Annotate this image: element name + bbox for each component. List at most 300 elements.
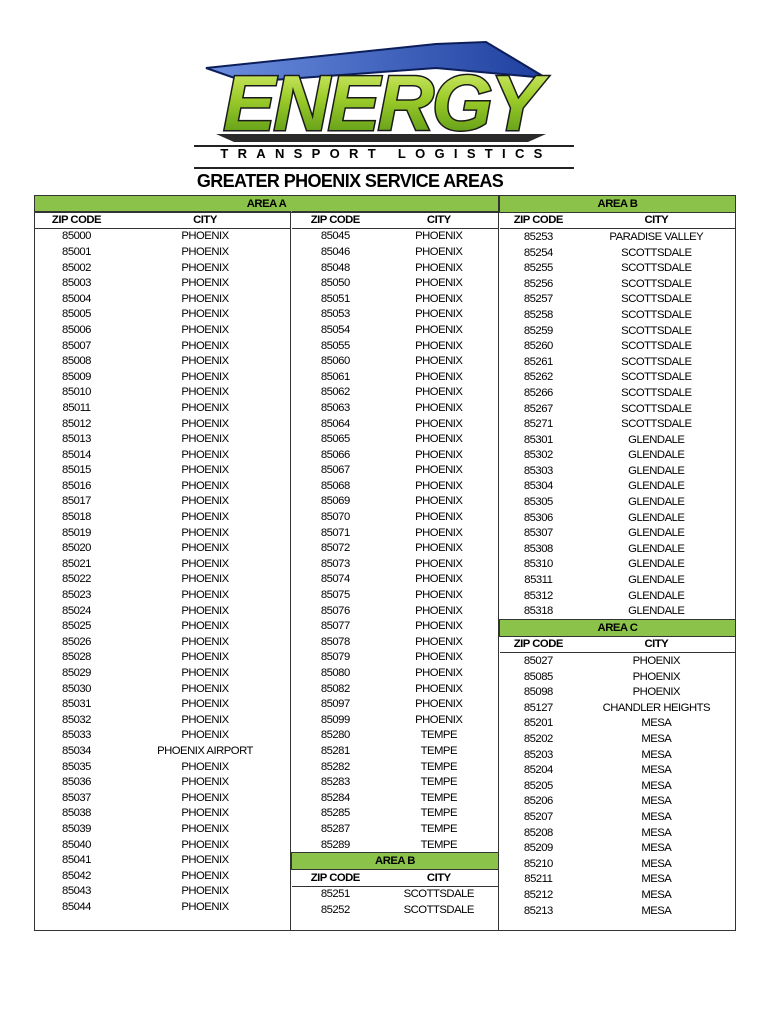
city-cell: SCOTTSDALE bbox=[621, 324, 692, 337]
logo-tagline: TRANSPORT LOGISTICS bbox=[220, 146, 552, 161]
zip-code-cell: 85209 bbox=[523, 842, 553, 855]
zip-code-cell: 85207 bbox=[523, 810, 553, 823]
city-cell: PHOENIX bbox=[415, 230, 463, 243]
city-cell: PHOENIX bbox=[181, 479, 229, 492]
zip-code-cell: 85078 bbox=[320, 635, 350, 648]
table-row bbox=[34, 228, 291, 244]
city-cell: PHOENIX bbox=[181, 822, 229, 835]
zip-code-cell: 85280 bbox=[320, 729, 350, 742]
zip-code-cell: 85205 bbox=[523, 779, 553, 792]
city-cell: GLENDALE bbox=[628, 605, 685, 618]
city-cell: PHOENIX bbox=[181, 245, 229, 258]
zip-code-cell: 85304 bbox=[523, 480, 553, 493]
city-cell: MESA bbox=[641, 857, 672, 870]
table-row bbox=[292, 618, 499, 634]
zip-code-cell: 85014 bbox=[62, 448, 91, 461]
zip-code-cell: 85008 bbox=[62, 355, 91, 368]
zip-code-cell: 85303 bbox=[523, 464, 553, 477]
zip-code-cell: 85062 bbox=[320, 386, 350, 399]
area-a-left-table bbox=[34, 211, 291, 915]
city-cell: PHOENIX bbox=[415, 713, 463, 726]
table-row bbox=[34, 509, 291, 525]
table-row bbox=[34, 852, 291, 868]
city-header: CITY bbox=[379, 869, 498, 886]
city-cell: PHOENIX bbox=[181, 464, 229, 477]
table-row bbox=[34, 868, 291, 884]
zip-code-cell: 85266 bbox=[523, 386, 553, 399]
table-row bbox=[34, 338, 291, 354]
zip-code-cell: 85312 bbox=[523, 589, 553, 602]
table-row bbox=[500, 354, 736, 370]
zip-code-cell: 85260 bbox=[523, 340, 553, 353]
city-cell: PHOENIX bbox=[415, 245, 463, 258]
zip-code-cell: 85254 bbox=[523, 246, 553, 259]
table-row bbox=[500, 572, 736, 588]
table-row bbox=[292, 681, 499, 697]
city-cell: PHOENIX bbox=[181, 885, 229, 898]
table-row bbox=[292, 712, 499, 728]
table-row bbox=[500, 416, 736, 432]
area-a-header-table bbox=[34, 195, 499, 213]
table-row bbox=[500, 292, 736, 308]
table-row bbox=[292, 494, 499, 510]
zip-code-cell: 85042 bbox=[62, 869, 91, 882]
zip-code-cell: 85080 bbox=[320, 667, 350, 680]
city-cell: GLENDALE bbox=[628, 589, 685, 602]
city-cell: PHOENIX bbox=[181, 854, 229, 867]
table-row bbox=[292, 759, 499, 775]
zip-code-cell: 85262 bbox=[523, 371, 553, 384]
table-row bbox=[34, 603, 291, 619]
table-row bbox=[500, 401, 736, 417]
city-cell: SCOTTSDALE bbox=[621, 277, 692, 290]
zip-code-cell: 85271 bbox=[523, 418, 553, 431]
zip-code-cell: 85040 bbox=[62, 838, 91, 851]
zip-code-cell: 85023 bbox=[62, 589, 91, 602]
city-cell: PHOENIX bbox=[181, 355, 229, 368]
zip-code-cell: 85284 bbox=[320, 791, 350, 804]
city-cell: PHOENIX bbox=[415, 417, 463, 430]
city-cell: PHOENIX bbox=[181, 573, 229, 586]
table-row bbox=[34, 634, 291, 650]
table-row bbox=[34, 494, 291, 510]
zip-code-cell: 85050 bbox=[320, 277, 350, 290]
zip-code-cell: 85046 bbox=[320, 245, 350, 258]
table-row bbox=[292, 886, 499, 902]
zip-code-cell: 85256 bbox=[523, 277, 553, 290]
zip-code-cell: 85307 bbox=[523, 527, 553, 540]
city-cell: MESA bbox=[641, 795, 672, 808]
table-row bbox=[292, 275, 499, 291]
table-row bbox=[34, 385, 291, 401]
area-a-middle-table bbox=[291, 211, 499, 918]
table-row bbox=[500, 525, 736, 541]
city-cell: TEMPE bbox=[420, 807, 457, 820]
city-cell: TEMPE bbox=[420, 744, 457, 757]
city-cell: GLENDALE bbox=[628, 449, 685, 462]
table-row bbox=[34, 821, 291, 837]
zip-code-cell: 85065 bbox=[320, 433, 350, 446]
city-cell: PARADISE VALLEY bbox=[609, 230, 704, 243]
city-cell: PHOENIX bbox=[181, 277, 229, 290]
zip-code-cell: 85024 bbox=[62, 604, 91, 617]
city-cell: SCOTTSDALE bbox=[621, 293, 692, 306]
table-row bbox=[292, 696, 499, 712]
zip-code-cell: 85010 bbox=[62, 386, 91, 399]
table-row bbox=[292, 509, 499, 525]
table-row bbox=[292, 556, 499, 572]
city-cell: SCOTTSDALE bbox=[621, 262, 692, 275]
table-row bbox=[500, 716, 736, 732]
table-row bbox=[292, 322, 499, 338]
city-cell: PHOENIX bbox=[181, 370, 229, 383]
zip-code-cell: 85071 bbox=[320, 526, 350, 539]
zip-code-cell: 85031 bbox=[62, 698, 91, 711]
table-row bbox=[34, 369, 291, 385]
page-title: GREATER PHOENIX SERVICE AREAS bbox=[196, 171, 504, 191]
table-row bbox=[500, 510, 736, 526]
table-row bbox=[292, 774, 499, 790]
zip-code-cell: 85055 bbox=[320, 339, 350, 352]
table-row bbox=[500, 588, 736, 604]
city-cell: PHOENIX bbox=[181, 230, 229, 243]
zip-code-cell: 85053 bbox=[320, 308, 350, 321]
zip-code-cell: 85013 bbox=[62, 433, 91, 446]
city-cell: GLENDALE bbox=[628, 480, 685, 493]
city-cell: PHOENIX bbox=[415, 433, 463, 446]
city-cell: PHOENIX bbox=[415, 370, 463, 383]
city-cell: PHOENIX bbox=[181, 838, 229, 851]
zip-code-cell: 85287 bbox=[320, 822, 350, 835]
zip-code-cell: 85018 bbox=[62, 511, 91, 524]
zip-code-cell: 85208 bbox=[523, 826, 553, 839]
city-cell: PHOENIX bbox=[181, 433, 229, 446]
zip-code-cell: 85210 bbox=[523, 857, 553, 870]
city-cell: PHOENIX bbox=[415, 635, 463, 648]
city-cell: PHOENIX bbox=[415, 277, 463, 290]
city-cell: SCOTTSDALE bbox=[621, 340, 692, 353]
table-row bbox=[292, 447, 499, 463]
table-row bbox=[500, 872, 736, 888]
table-row bbox=[500, 669, 736, 685]
zip-code-cell: 85318 bbox=[523, 605, 553, 618]
table-row bbox=[500, 903, 736, 919]
table-row bbox=[34, 322, 291, 338]
zip-code-cell: 85066 bbox=[320, 448, 350, 461]
zip-code-cell: 85015 bbox=[62, 464, 91, 477]
zip-code-cell: 85070 bbox=[320, 511, 350, 524]
table-row bbox=[500, 747, 736, 763]
city-cell: PHOENIX bbox=[181, 386, 229, 399]
zip-code-header: ZIP CODE bbox=[292, 869, 380, 886]
city-cell: PHOENIX bbox=[181, 651, 229, 664]
city-cell: PHOENIX bbox=[181, 323, 229, 336]
city-cell: PHOENIX bbox=[415, 448, 463, 461]
zip-code-cell: 85004 bbox=[62, 292, 91, 305]
zip-code-cell: 85257 bbox=[523, 293, 553, 306]
city-cell: PHOENIX bbox=[415, 557, 463, 570]
zip-code-cell: 85006 bbox=[62, 323, 91, 336]
city-cell: TEMPE bbox=[420, 729, 457, 742]
table-row bbox=[292, 821, 499, 837]
zip-code-cell: 85252 bbox=[320, 903, 350, 916]
zip-code-cell: 85259 bbox=[523, 324, 553, 337]
city-cell: SCOTTSDALE bbox=[621, 246, 692, 259]
table-row bbox=[34, 431, 291, 447]
city-cell: PHOENIX bbox=[181, 869, 229, 882]
city-cell: PHOENIX bbox=[415, 604, 463, 617]
area-b-c-table bbox=[499, 195, 736, 918]
zip-code-cell: 85283 bbox=[320, 776, 350, 789]
table-row bbox=[500, 432, 736, 448]
zip-code-cell: 85032 bbox=[62, 713, 91, 726]
table-row bbox=[500, 762, 736, 778]
zip-code-cell: 85000 bbox=[62, 230, 91, 243]
city-cell: PHOENIX bbox=[181, 682, 229, 695]
city-cell: GLENDALE bbox=[628, 433, 685, 446]
zip-code-cell: 85026 bbox=[62, 635, 91, 648]
zip-code-cell: 85305 bbox=[523, 496, 553, 509]
city-cell: PHOENIX bbox=[181, 589, 229, 602]
table-row bbox=[292, 353, 499, 369]
table-row bbox=[500, 494, 736, 510]
table-row bbox=[500, 323, 736, 339]
zip-code-cell: 85308 bbox=[523, 542, 553, 555]
city-cell: SCOTTSDALE bbox=[621, 308, 692, 321]
city-cell: PHOENIX bbox=[181, 308, 229, 321]
table-row bbox=[34, 759, 291, 775]
table-row bbox=[292, 338, 499, 354]
zip-code-cell: 85306 bbox=[523, 511, 553, 524]
table-row bbox=[34, 884, 291, 900]
city-cell: PHOENIX bbox=[415, 261, 463, 274]
city-cell: PHOENIX bbox=[181, 542, 229, 555]
table-row bbox=[500, 448, 736, 464]
city-cell: PHOENIX bbox=[181, 604, 229, 617]
zip-code-cell: 85051 bbox=[320, 292, 350, 305]
table-row bbox=[500, 541, 736, 557]
zip-code-cell: 85017 bbox=[62, 495, 91, 508]
zip-code-cell: 85041 bbox=[62, 854, 91, 867]
table-row bbox=[292, 385, 499, 401]
city-cell: PHOENIX bbox=[415, 589, 463, 602]
zip-code-cell: 85074 bbox=[320, 573, 350, 586]
zip-code-header: ZIP CODE bbox=[500, 212, 578, 229]
zip-code-cell: 85302 bbox=[523, 449, 553, 462]
zip-code-cell: 85253 bbox=[523, 230, 553, 243]
zip-code-cell: 85261 bbox=[523, 355, 553, 368]
zip-code-cell: 85067 bbox=[320, 464, 350, 477]
table-row bbox=[500, 479, 736, 495]
table-row bbox=[292, 665, 499, 681]
area-b-label: AREA B bbox=[292, 853, 499, 870]
city-cell: SCOTTSDALE bbox=[621, 418, 692, 431]
zip-code-cell: 85028 bbox=[62, 651, 91, 664]
table-row bbox=[500, 731, 736, 747]
city-cell: PHOENIX bbox=[415, 526, 463, 539]
zip-code-cell: 85036 bbox=[62, 776, 91, 789]
brand-wordmark: ENERGY bbox=[223, 59, 541, 147]
city-header: CITY bbox=[577, 212, 735, 229]
city-cell: GLENDALE bbox=[628, 558, 685, 571]
table-row bbox=[500, 603, 736, 619]
table-row bbox=[34, 790, 291, 806]
zip-code-cell: 85213 bbox=[523, 904, 553, 917]
table-row bbox=[500, 370, 736, 386]
zip-code-cell: 85002 bbox=[62, 261, 91, 274]
table-row bbox=[34, 774, 291, 790]
table-row bbox=[292, 572, 499, 588]
zip-code-cell: 85038 bbox=[62, 807, 91, 820]
city-cell: MESA bbox=[641, 842, 672, 855]
table-row bbox=[500, 856, 736, 872]
zip-code-cell: 85012 bbox=[62, 417, 91, 430]
city-cell: TEMPE bbox=[420, 760, 457, 773]
zip-code-cell: 85206 bbox=[523, 795, 553, 808]
table-row bbox=[34, 712, 291, 728]
zip-code-cell: 85281 bbox=[320, 744, 350, 757]
zip-code-cell: 85073 bbox=[320, 557, 350, 570]
zip-code-cell: 85063 bbox=[320, 401, 350, 414]
city-cell: PHOENIX bbox=[415, 308, 463, 321]
table-row bbox=[500, 338, 736, 354]
table-row bbox=[500, 825, 736, 841]
area-c-label: AREA C bbox=[500, 620, 736, 637]
zip-code-cell: 85310 bbox=[523, 558, 553, 571]
zip-code-cell: 85076 bbox=[320, 604, 350, 617]
zip-code-cell: 85016 bbox=[62, 479, 91, 492]
zip-code-header: ZIP CODE bbox=[34, 212, 119, 229]
city-cell: PHOENIX bbox=[181, 713, 229, 726]
table-row bbox=[500, 276, 736, 292]
city-cell: CHANDLER HEIGHTS bbox=[602, 701, 711, 714]
table-row bbox=[34, 650, 291, 666]
table-row bbox=[292, 260, 499, 276]
city-cell: SCOTTSDALE bbox=[621, 386, 692, 399]
table-row bbox=[34, 416, 291, 432]
city-cell: MESA bbox=[641, 717, 672, 730]
city-cell: PHOENIX bbox=[415, 620, 463, 633]
zip-code-cell: 85201 bbox=[523, 717, 553, 730]
zip-code-cell: 85033 bbox=[62, 729, 91, 742]
zip-code-header: ZIP CODE bbox=[292, 212, 380, 229]
zip-code-cell: 85301 bbox=[523, 433, 553, 446]
table-row bbox=[292, 244, 499, 260]
table-row bbox=[292, 416, 499, 432]
area-b-label: AREA B bbox=[500, 196, 736, 213]
zip-code-cell: 85127 bbox=[523, 701, 553, 714]
city-cell: MESA bbox=[641, 904, 672, 917]
table-row bbox=[292, 902, 499, 918]
city-cell: PHOENIX bbox=[415, 386, 463, 399]
zip-code-cell: 85020 bbox=[62, 542, 91, 555]
table-row bbox=[292, 525, 499, 541]
table-row bbox=[34, 681, 291, 697]
city-cell: PHOENIX bbox=[181, 339, 229, 352]
zip-code-cell: 85019 bbox=[62, 526, 91, 539]
table-row bbox=[34, 307, 291, 323]
table-row bbox=[292, 743, 499, 759]
zip-code-cell: 85027 bbox=[523, 655, 553, 668]
table-row bbox=[34, 400, 291, 416]
table-row bbox=[292, 540, 499, 556]
zip-code-cell: 85099 bbox=[320, 713, 350, 726]
city-cell: MESA bbox=[641, 779, 672, 792]
table-row bbox=[500, 463, 736, 479]
zip-code-cell: 85007 bbox=[62, 339, 91, 352]
area-a-label: AREA A bbox=[35, 196, 499, 213]
table-row bbox=[292, 478, 499, 494]
city-cell: MESA bbox=[641, 888, 672, 901]
table-row bbox=[292, 728, 499, 744]
table-row bbox=[500, 809, 736, 825]
city-header: CITY bbox=[379, 212, 498, 229]
table-row bbox=[34, 353, 291, 369]
table-row bbox=[34, 572, 291, 588]
zip-code-cell: 85211 bbox=[524, 873, 553, 886]
zip-code-cell: 85030 bbox=[62, 682, 91, 695]
table-row bbox=[500, 385, 736, 401]
city-cell: SCOTTSDALE bbox=[621, 355, 692, 368]
zip-code-cell: 85079 bbox=[320, 651, 350, 664]
table-row bbox=[34, 540, 291, 556]
city-cell: PHOENIX bbox=[181, 667, 229, 680]
city-cell: PHOENIX bbox=[415, 401, 463, 414]
city-cell: PHOENIX bbox=[415, 651, 463, 664]
city-cell: PHOENIX bbox=[181, 729, 229, 742]
table-row bbox=[500, 778, 736, 794]
zip-code-cell: 85212 bbox=[523, 888, 553, 901]
table-row bbox=[292, 291, 499, 307]
table-row bbox=[292, 603, 499, 619]
table-row bbox=[500, 229, 736, 245]
table-row bbox=[34, 806, 291, 822]
table-row bbox=[292, 587, 499, 603]
table-row bbox=[292, 431, 499, 447]
zip-code-cell: 85311 bbox=[524, 574, 553, 587]
table-row bbox=[34, 587, 291, 603]
city-cell: TEMPE bbox=[420, 838, 457, 851]
city-cell: PHOENIX bbox=[181, 557, 229, 570]
zip-code-cell: 85048 bbox=[320, 261, 350, 274]
table-row bbox=[292, 463, 499, 479]
zip-code-cell: 85097 bbox=[320, 698, 350, 711]
table-row bbox=[292, 369, 499, 385]
city-cell: GLENDALE bbox=[628, 527, 685, 540]
zip-code-header: ZIP CODE bbox=[500, 636, 578, 653]
table-row bbox=[292, 790, 499, 806]
zip-code-cell: 85075 bbox=[320, 589, 350, 602]
table-row bbox=[292, 307, 499, 323]
city-cell: PHOENIX bbox=[181, 698, 229, 711]
table-row bbox=[500, 794, 736, 810]
city-cell: SCOTTSDALE bbox=[621, 371, 692, 384]
zip-code-cell: 85251 bbox=[320, 888, 350, 901]
city-cell: PHOENIX bbox=[181, 495, 229, 508]
table-row bbox=[34, 696, 291, 712]
city-cell: PHOENIX bbox=[181, 635, 229, 648]
table-row bbox=[292, 228, 499, 244]
city-cell: PHOENIX bbox=[415, 495, 463, 508]
city-cell: TEMPE bbox=[420, 776, 457, 789]
city-cell: PHOENIX bbox=[415, 682, 463, 695]
city-cell: TEMPE bbox=[420, 791, 457, 804]
table-row bbox=[292, 837, 499, 853]
city-cell: PHOENIX bbox=[415, 323, 463, 336]
zip-code-cell: 85034 bbox=[62, 744, 91, 757]
table-row bbox=[34, 618, 291, 634]
zip-code-cell: 85037 bbox=[62, 791, 91, 804]
